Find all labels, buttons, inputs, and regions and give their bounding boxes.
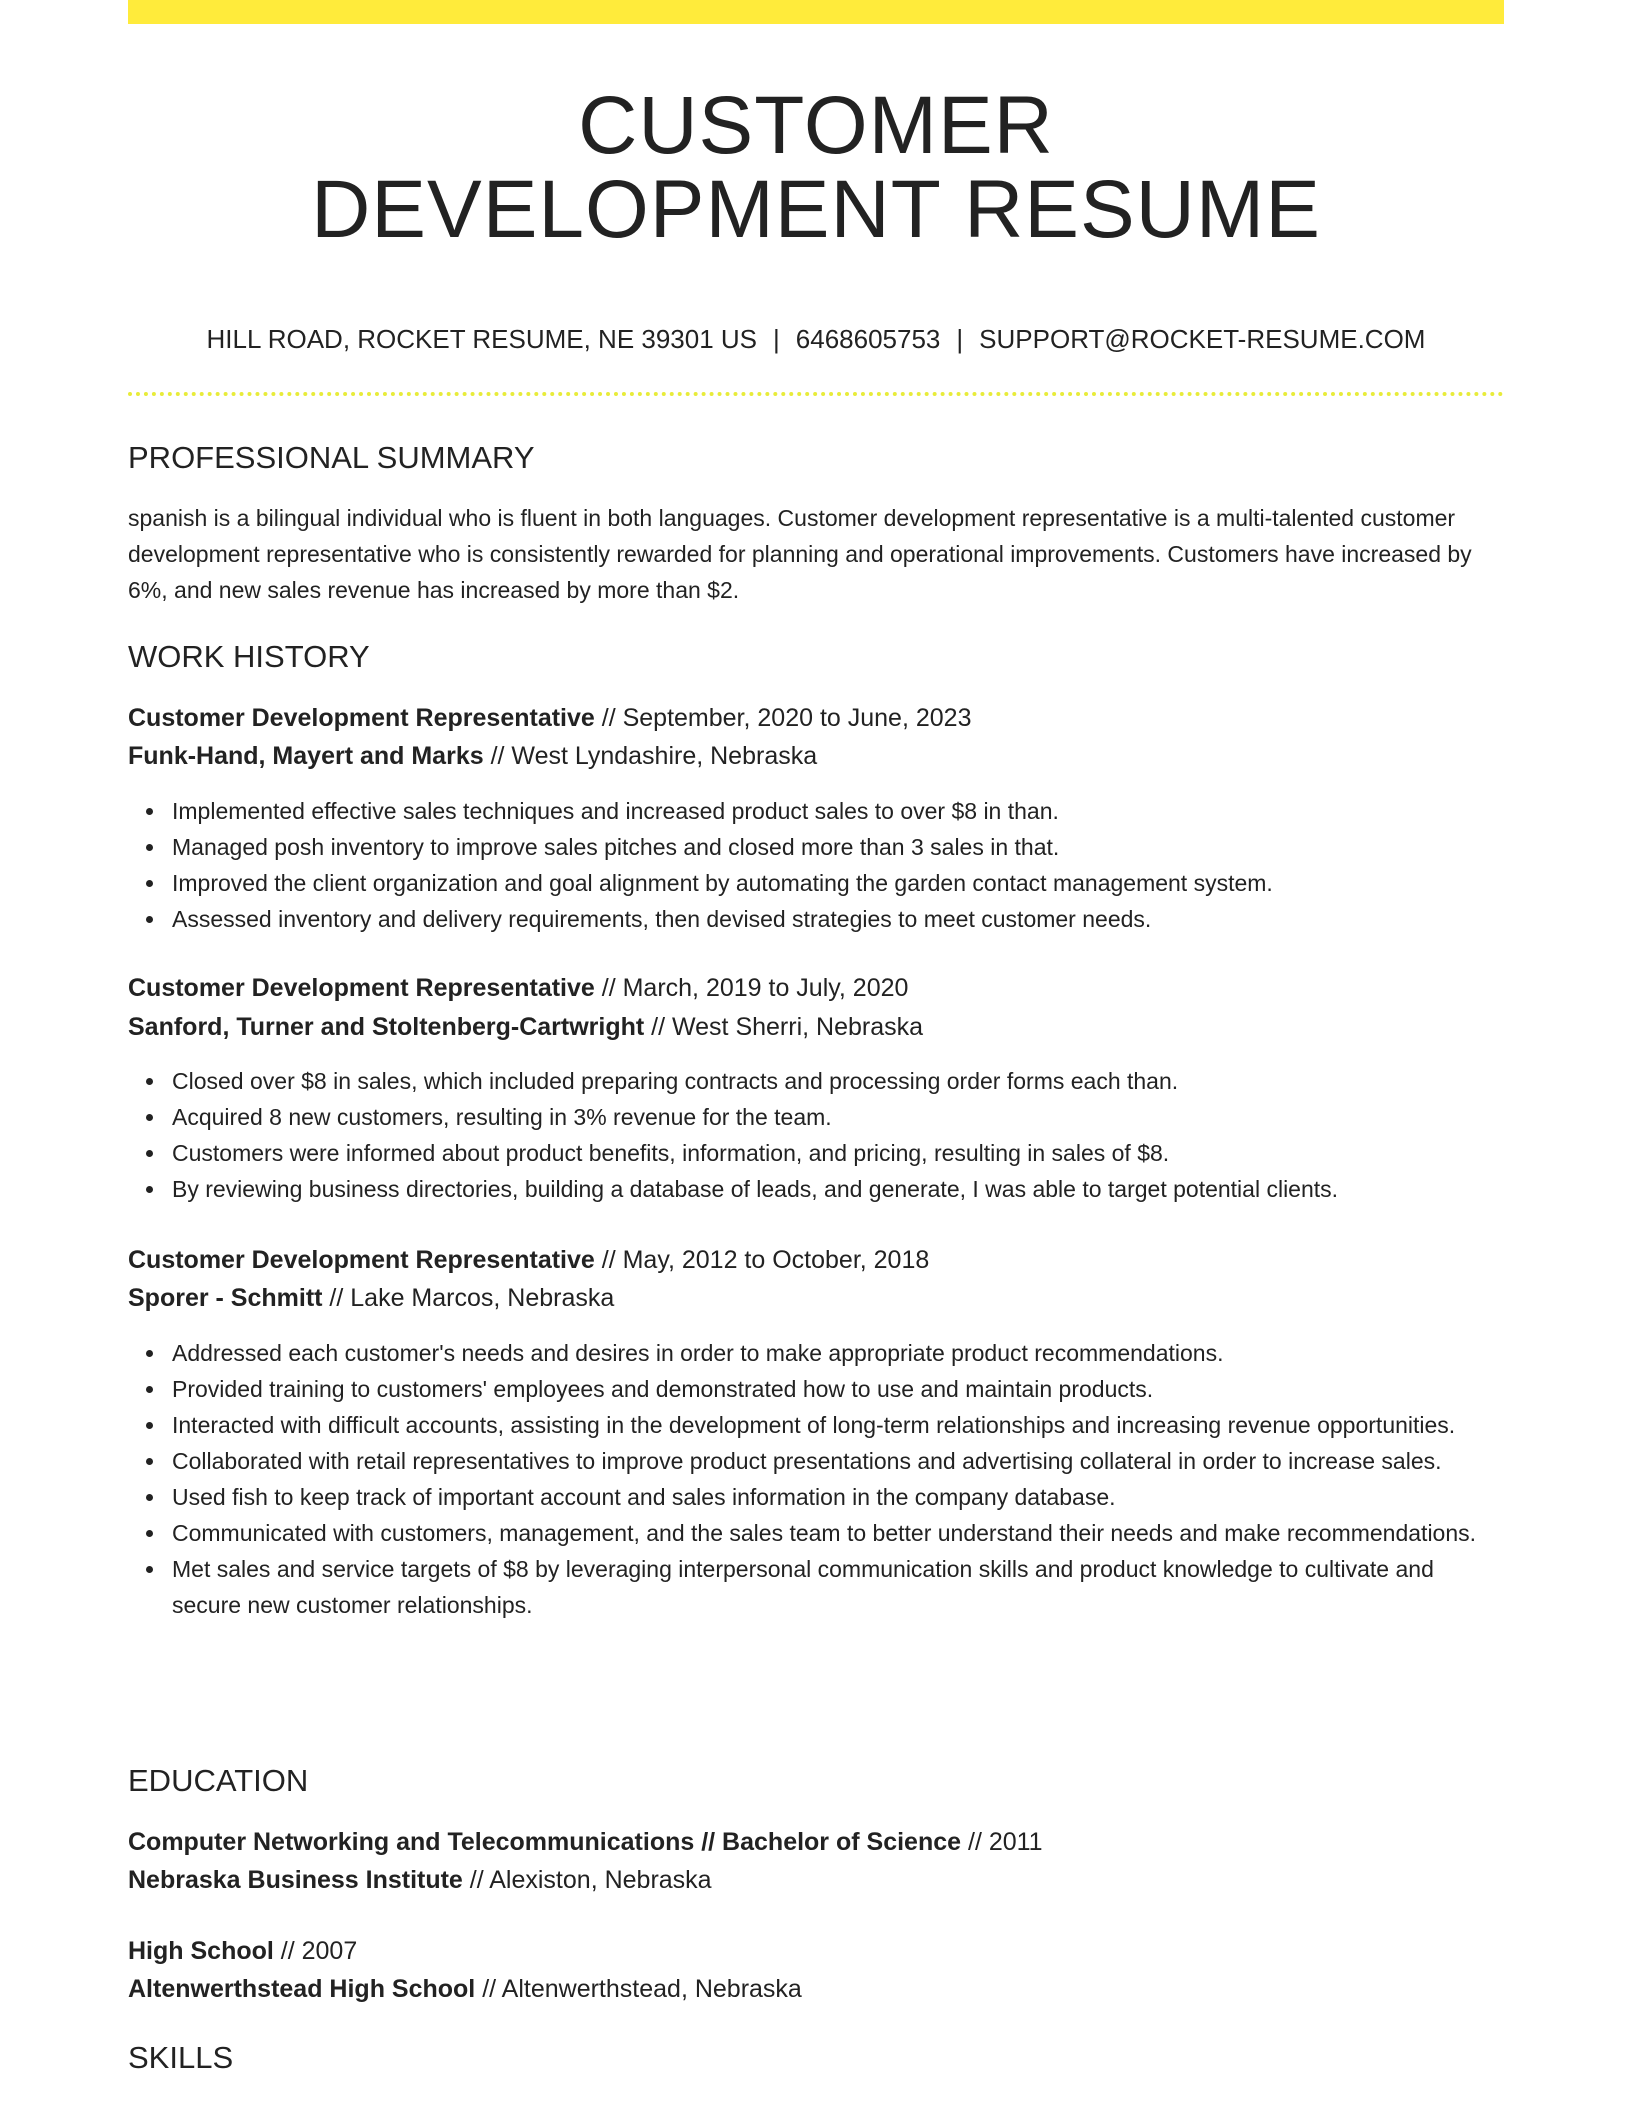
contact-line xyxy=(128,322,1504,356)
accent-top-bar xyxy=(128,0,1504,24)
contact-address: HILL ROAD, ROCKET RESUME, NE 39301 US xyxy=(206,324,758,354)
job-title-line xyxy=(128,1241,929,1279)
job-company: Sporer - Schmitt xyxy=(128,1284,323,1312)
education-location: // Altenwerthstead, Nebraska xyxy=(475,1975,802,2003)
education-school-line xyxy=(128,1970,802,2008)
summary-text: spanish is a bilingual individual who is fluent in both languages. Customer development representative is a multi-talented customer development representative who is consistently rewarded for planning and operational improvements. Customers have increased by 6%, and new sales revenue has increased by more than $2. xyxy=(128,505,1472,603)
list-item: By reviewing business directories, building a database of leads, and generate, I was able to target potential clients. xyxy=(172,1171,1504,1207)
contact-email: SUPPORT@ROCKET-RESUME.COM xyxy=(979,324,1426,354)
list-item: Acquired 8 new customers, resulting in 3% revenue for the team. xyxy=(172,1099,1504,1135)
education-year: // 2007 xyxy=(273,1937,358,1965)
job-company-line xyxy=(128,1279,614,1317)
contact-separator: | xyxy=(773,324,780,354)
list-item: Used fish to keep track of important account and sales information in the company database. xyxy=(172,1479,1504,1515)
list-item: Met sales and service targets of $8 by leveraging interpersonal communication skills and product knowledge to cultivate and secure new customer relationships. xyxy=(172,1551,1504,1623)
education-heading: EDUCATION xyxy=(128,1763,309,1798)
list-item: Assessed inventory and delivery requirements, then devised strategies to meet customer needs. xyxy=(172,901,1504,937)
education-school: Altenwerthstead High School xyxy=(128,1975,476,2003)
list-item: Implemented effective sales techniques and increased product sales to over $8 in than. xyxy=(172,793,1504,829)
job-title: Customer Development Representative xyxy=(128,704,595,732)
job-dates: // May, 2012 to October, 2018 xyxy=(594,1246,930,1274)
resume-page xyxy=(128,0,1504,2112)
education-degree: Computer Networking and Telecommunications // Bachelor of Science xyxy=(128,1828,962,1856)
education-degree: High School xyxy=(128,1937,274,1965)
education-degree-line xyxy=(128,1823,1043,1861)
skills-heading: SKILLS xyxy=(128,2040,234,2075)
summary-heading: PROFESSIONAL SUMMARY xyxy=(128,440,535,475)
education-school: Nebraska Business Institute xyxy=(128,1866,463,1894)
job-company-line xyxy=(128,737,817,775)
list-item: Interacted with difficult accounts, assisting in the development of long-term relationships and increasing revenue opportunities. xyxy=(172,1407,1504,1443)
education-degree-line xyxy=(128,1932,357,1970)
job-location: // West Sherri, Nebraska xyxy=(644,1013,924,1041)
list-item: Managed posh inventory to improve sales pitches and closed more than 3 sales in that. xyxy=(172,829,1504,865)
job-company: Sanford, Turner and Stoltenberg-Cartwright xyxy=(128,1013,645,1041)
list-item: Provided training to customers' employees and demonstrated how to use and maintain products. xyxy=(172,1371,1504,1407)
contact-separator: | xyxy=(956,324,964,354)
list-item: Customers were informed about product benefits, information, and pricing, resulting in sales of $8. xyxy=(172,1135,1504,1171)
title-line-1: CUSTOMER xyxy=(578,80,1054,171)
contact-phone: 6468605753 xyxy=(795,324,941,354)
job-title-line xyxy=(128,969,908,1007)
job-bullets xyxy=(128,793,1504,937)
job-bullets xyxy=(128,1063,1504,1207)
list-item: Collaborated with retail representatives to improve product presentations and advertising collateral in order to increase sales. xyxy=(172,1443,1504,1479)
page-title xyxy=(128,80,1504,255)
education-school-line xyxy=(128,1861,712,1899)
work-history-heading: WORK HISTORY xyxy=(128,639,370,674)
job-location: // West Lyndashire, Nebraska xyxy=(483,742,818,770)
job-bullets xyxy=(128,1335,1504,1623)
list-item: Addressed each customer's needs and desires in order to make appropriate product recommendations. xyxy=(172,1335,1504,1371)
title-line-2: DEVELOPMENT RESUME xyxy=(311,164,1321,255)
list-item: Communicated with customers, management, and the sales team to better understand their needs and make recommendations. xyxy=(172,1515,1504,1551)
job-title: Customer Development Representative xyxy=(128,974,595,1002)
job-location: // Lake Marcos, Nebraska xyxy=(322,1284,615,1312)
job-company-line xyxy=(128,1008,923,1046)
education-location: // Alexiston, Nebraska xyxy=(462,1866,712,1894)
job-dates: // September, 2020 to June, 2023 xyxy=(594,704,972,732)
job-title-line xyxy=(128,699,971,737)
job-dates: // March, 2019 to July, 2020 xyxy=(594,974,909,1002)
job-company: Funk-Hand, Mayert and Marks xyxy=(128,742,484,770)
dotted-divider xyxy=(128,392,1504,396)
list-item: Closed over $8 in sales, which included preparing contracts and processing order forms each than. xyxy=(172,1063,1504,1099)
job-title: Customer Development Representative xyxy=(128,1246,595,1274)
education-year: // 2011 xyxy=(961,1828,1043,1856)
list-item: Improved the client organization and goal alignment by automating the garden contact management system. xyxy=(172,865,1504,901)
